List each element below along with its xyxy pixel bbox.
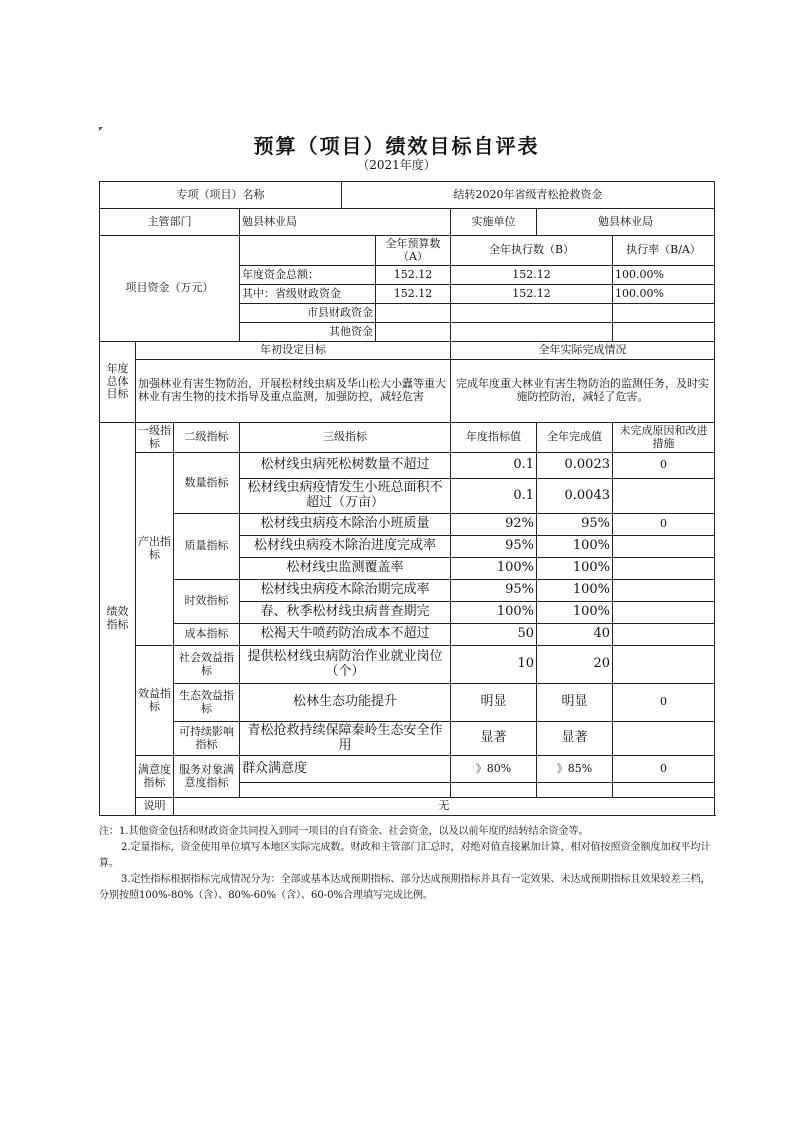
funds-head-budget: 全年预算数（A） <box>376 236 451 266</box>
funds-row-exec: 152.12 <box>451 266 613 285</box>
explain-label: 说明 <box>136 798 174 816</box>
perf-head-target: 年度指标值 <box>451 423 537 453</box>
perf-head-reason: 未完成原因和改进措施 <box>613 423 715 453</box>
funds-head-exec: 全年执行数（B） <box>451 236 613 266</box>
indicator-actual: 0.0023 <box>537 453 613 479</box>
indicator-target: 明显 <box>451 684 537 722</box>
indicator-reason: 0 <box>613 453 715 479</box>
evaluation-table <box>99 181 715 816</box>
indicator-reason <box>613 580 715 602</box>
indicator-actual: 100% <box>537 602 613 624</box>
indicator-name: 松材线虫病死松树数量不超过 <box>240 453 451 479</box>
indicator-reason <box>613 624 715 646</box>
indicator-actual: 0.0043 <box>537 479 613 514</box>
indicator-target: 0.1 <box>451 479 537 514</box>
funds-row-label: 其中：省级财政资金 <box>240 285 376 304</box>
funds-row-rate: 100.00% <box>613 266 715 285</box>
indicator-name: 群众满意度 <box>240 756 451 783</box>
note-3: 3.定性指标根据指标完成情况分为：全部或基本达成预期指标、部分达成预期指标并具有一定效果、未达成预期指标且效果较差三档，分别按照100%-80%（含）、80%-60%（含）、60-0%合理填写完成比例。 <box>99 874 711 901</box>
funds-row-exec <box>451 304 613 323</box>
funds-row-budget <box>376 304 451 323</box>
indicator-name: 松材线虫病疫木除治期完成率 <box>240 580 451 602</box>
time-label: 时效指标 <box>174 580 240 624</box>
funds-row-label: 市县财政资金 <box>240 304 376 323</box>
indicator-actual: 95% <box>537 514 613 536</box>
explain-value: 无 <box>174 798 715 816</box>
goals-actual-head: 全年实际完成情况 <box>451 342 715 360</box>
indicator-target: 10 <box>451 646 537 684</box>
indicator-name: 松材线虫病疫木除治小班质量 <box>240 514 451 536</box>
indicator-actual: 显著 <box>537 722 613 756</box>
page-title: 预算（项目）绩效目标自评表 <box>253 134 540 158</box>
indicator-name: 松林生态功能提升 <box>240 684 451 722</box>
indicator-reason <box>613 536 715 558</box>
blank-cell <box>451 783 537 798</box>
indicator-name: 提供松材线虫病防治作业就业岗位（个） <box>240 646 451 684</box>
indicator-target: 0.1 <box>451 453 537 479</box>
indicator-target: 95% <box>451 580 537 602</box>
impl-label: 实施单位 <box>451 209 537 236</box>
blank-cell <box>613 783 715 798</box>
indicator-reason <box>613 479 715 514</box>
funds-row-label: 年度资金总额： <box>240 266 376 285</box>
eco-label: 生态效益指标 <box>174 684 240 722</box>
indicator-target: 显著 <box>451 722 537 756</box>
indicator-name: 松褐天牛喷药防治成本不超过 <box>240 624 451 646</box>
perf-label: 绩效指标 <box>100 423 136 816</box>
qty-label: 数量指标 <box>174 453 240 514</box>
perf-head-l1: 一级指标 <box>136 423 174 453</box>
sustain-label: 可持续影响指标 <box>174 722 240 756</box>
funds-row-budget: 152.12 <box>376 285 451 304</box>
quality-label: 质量指标 <box>174 514 240 580</box>
page-subtitle: （2021年度） <box>357 158 436 172</box>
indicator-target: 92% <box>451 514 537 536</box>
funds-head-rate: 执行率（B/A） <box>613 236 715 266</box>
indicator-reason: 0 <box>613 756 715 783</box>
social-label: 社会效益指标 <box>174 646 240 684</box>
funds-label: 项目资金（万元） <box>100 236 240 342</box>
funds-row-rate: 100.00% <box>613 285 715 304</box>
indicator-actual: 》85% <box>537 756 613 783</box>
notes <box>99 824 719 904</box>
blank-cell <box>240 783 451 798</box>
note-1: 注：1.其他资金包括和财政资金共同投入到同一项目的自有资金、社会资金，以及以前年度的结转结余资金等。 <box>99 826 589 837</box>
funds-row-label: 其他资金 <box>240 323 376 342</box>
indicator-reason <box>613 722 715 756</box>
indicator-actual: 100% <box>537 580 613 602</box>
goals-planned-head: 年初设定目标 <box>136 342 451 360</box>
indicator-reason: 0 <box>613 514 715 536</box>
funds-row-rate <box>613 323 715 342</box>
note-2: 2.定量指标，资金使用单位填写本地区实际完成数。财政和主管部门汇总时，对绝对值直接累加计算，相对值按照资金额度加权平均计算。 <box>99 842 711 869</box>
satisf-label: 服务对象满意度指标 <box>174 756 240 798</box>
indicator-name: 松材线虫病疫木除治进度完成率 <box>240 536 451 558</box>
indicator-target: 50 <box>451 624 537 646</box>
funds-row-rate <box>613 304 715 323</box>
indicator-name: 松材线虫监测覆盖率 <box>240 558 451 580</box>
indicator-target: 95% <box>451 536 537 558</box>
project-name-label: 专项（项目）名称 <box>100 182 342 209</box>
funds-row-budget <box>376 323 451 342</box>
dept-value: 勉县林业局 <box>240 209 451 236</box>
indicator-name: 青松抢救持续保障秦岭生态安全作用 <box>240 722 451 756</box>
indicator-name: 春、秋季松材线虫病普查期完 <box>240 602 451 624</box>
indicator-reason <box>613 558 715 580</box>
impl-value: 勉县林业局 <box>537 209 715 236</box>
indicator-actual: 100% <box>537 536 613 558</box>
indicator-name: 松材线虫病疫情发生小班总面积不超过（万亩） <box>240 479 451 514</box>
indicator-reason: 0 <box>613 684 715 722</box>
goals-actual: 完成年度重大林业有害生物防治的监测任务，及时实施防控防治，减轻了危害。 <box>451 360 715 423</box>
cat-benefit: 效益指标 <box>136 646 174 756</box>
indicator-actual: 40 <box>537 624 613 646</box>
indicator-target: 100% <box>451 558 537 580</box>
cat-output: 产出指标 <box>136 453 174 646</box>
indicator-actual: 100% <box>537 558 613 580</box>
indicator-reason <box>613 602 715 624</box>
cost-label: 成本指标 <box>174 624 240 646</box>
perf-head-l3: 三级指标 <box>240 423 451 453</box>
indicator-reason <box>613 646 715 684</box>
indicator-target: 》80% <box>451 756 537 783</box>
funds-row-exec <box>451 323 613 342</box>
goals-planned: 加强林业有害生物防治，开展松材线虫病及华山松大小蠹等重大林业有害生物的技术指导及重点监测，加强防控，减轻危害 <box>136 360 451 423</box>
project-name-value: 结转2020年省级青松抢救资金 <box>342 182 715 209</box>
perf-head-actual: 全年完成值 <box>537 423 613 453</box>
dept-label: 主管部门 <box>100 209 240 236</box>
indicator-target: 100% <box>451 602 537 624</box>
blank-cell <box>537 783 613 798</box>
funds-row-budget: 152.12 <box>376 266 451 285</box>
funds-blank <box>240 236 376 266</box>
indicator-actual: 20 <box>537 646 613 684</box>
goals-label: 年度总体目标 <box>100 342 136 423</box>
funds-row-exec: 152.12 <box>451 285 613 304</box>
cat-satisfaction: 满意度指标 <box>136 756 174 798</box>
perf-head-l2: 二级指标 <box>174 423 240 453</box>
indicator-actual: 明显 <box>537 684 613 722</box>
